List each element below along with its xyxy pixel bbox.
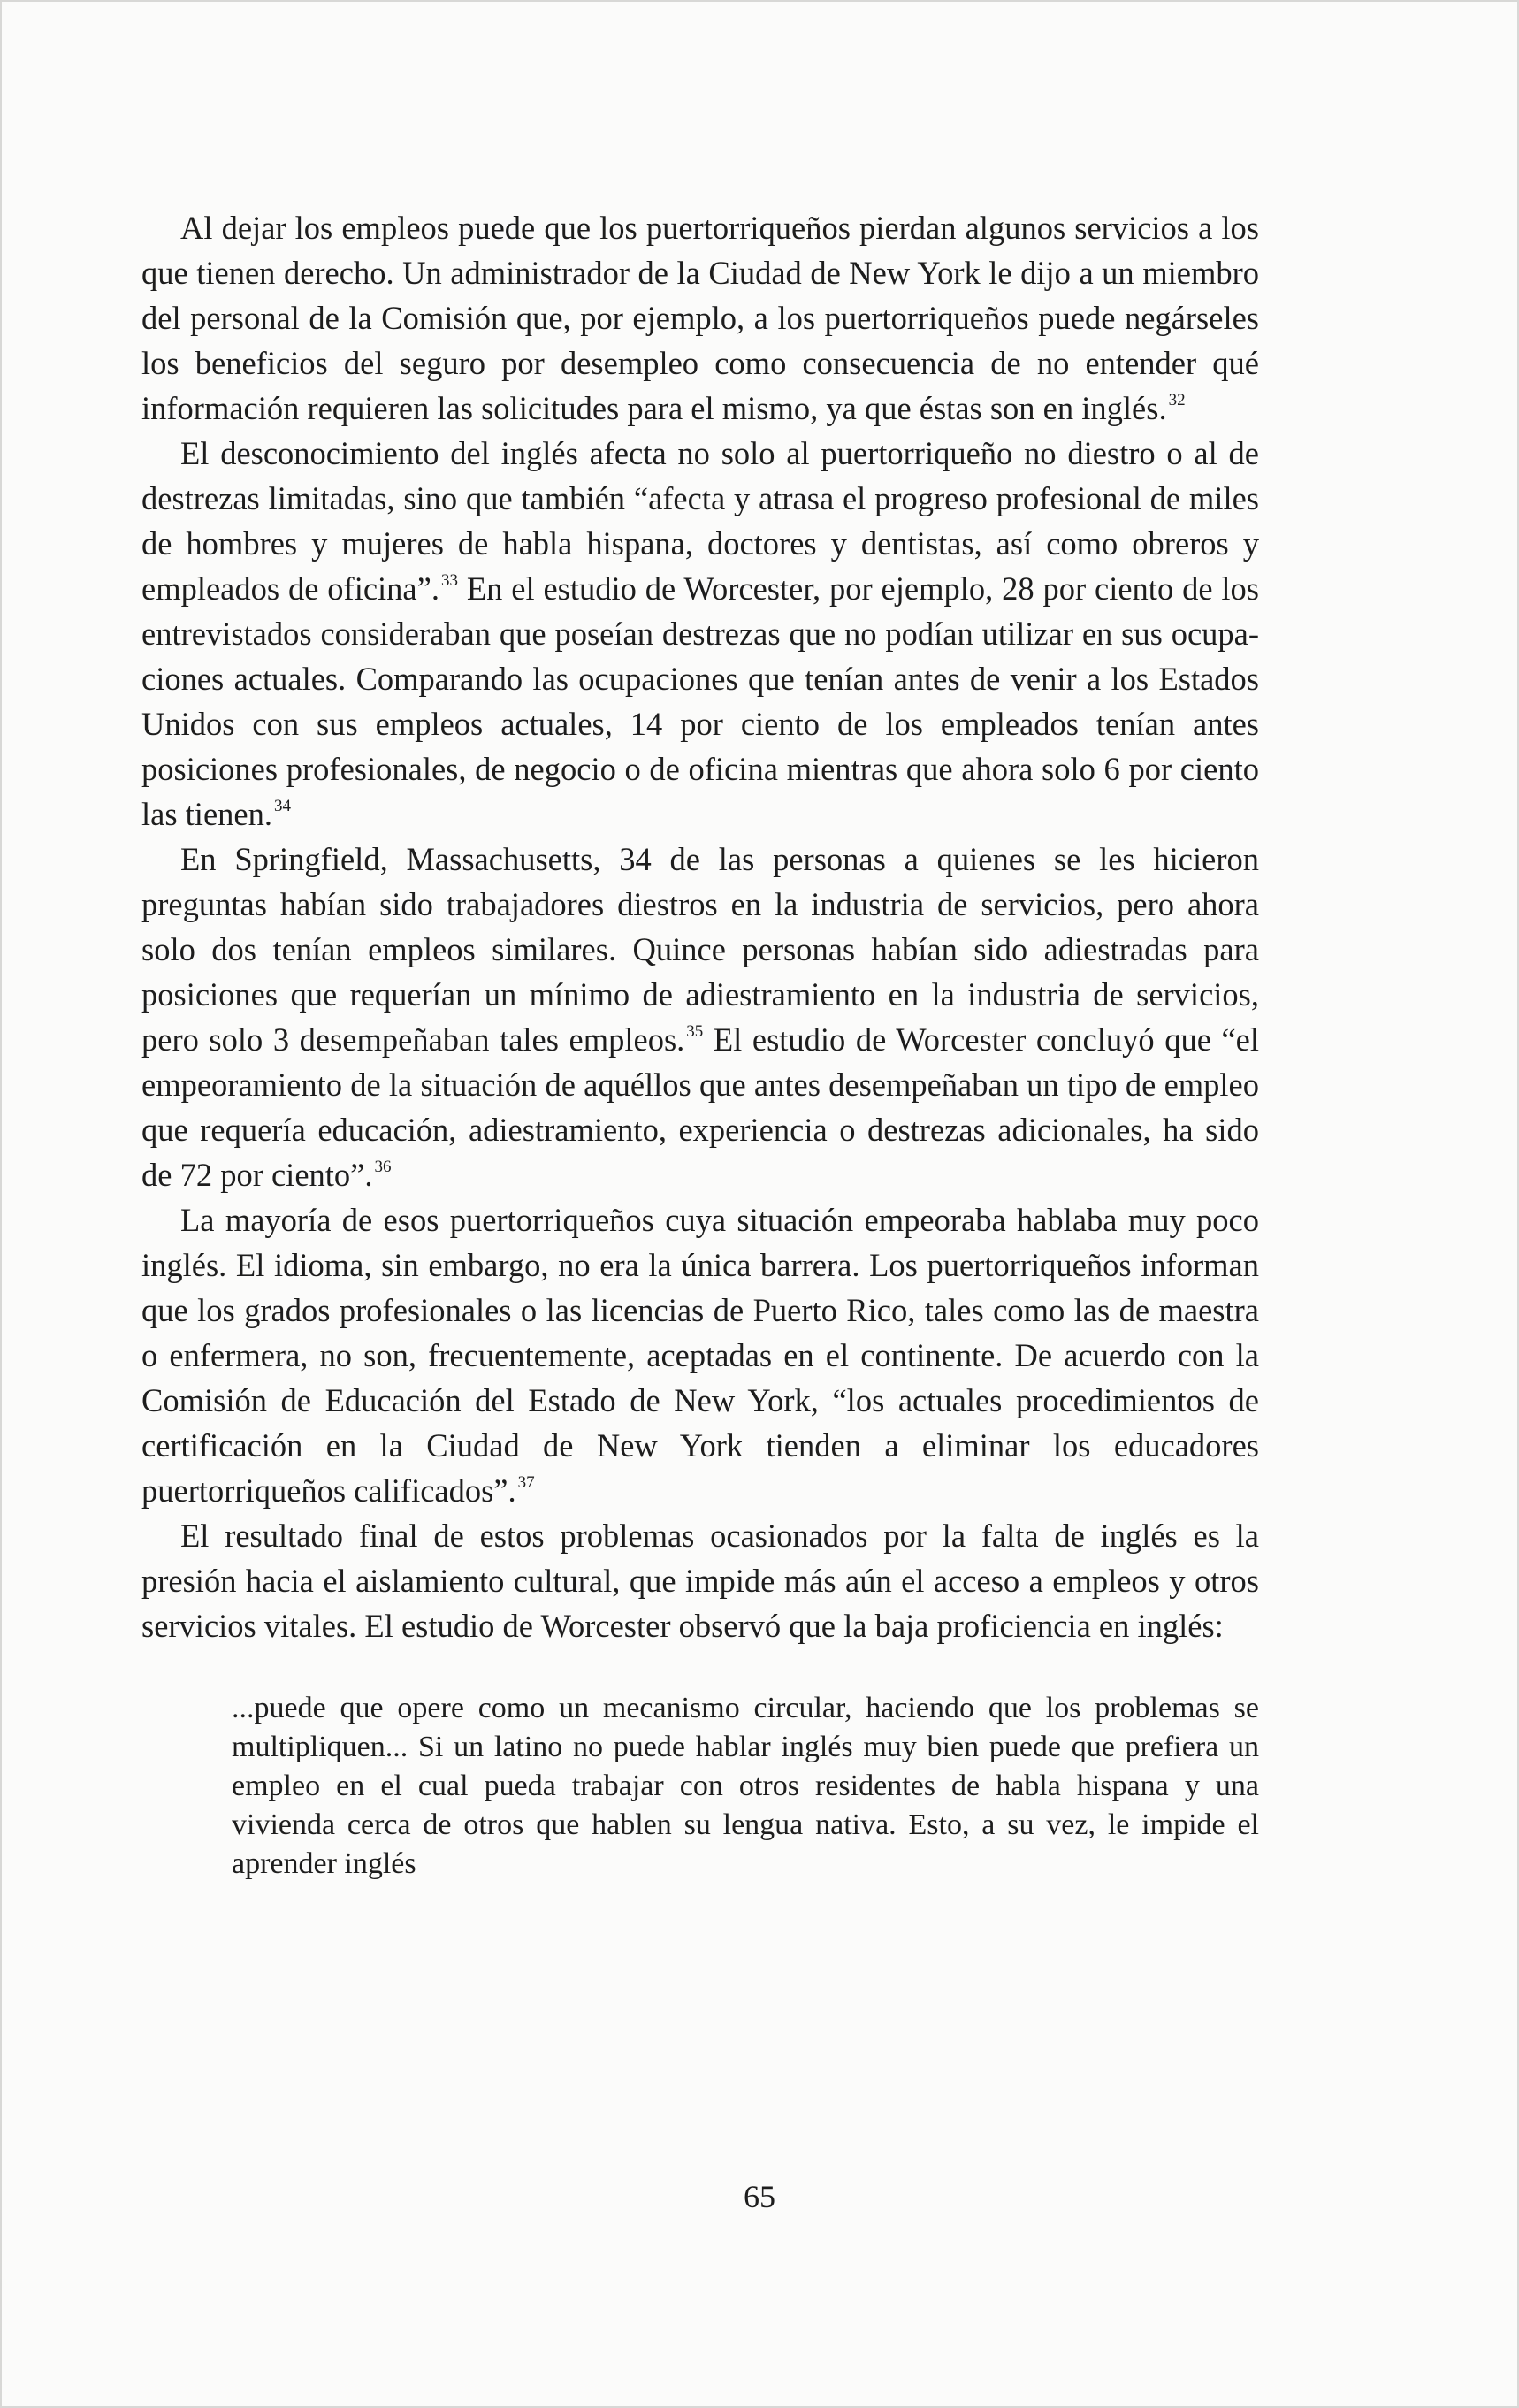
- page-number: 65: [744, 2179, 775, 2214]
- paragraph-1-text: Al dejar los empleos puede que los puertorriqueños pierdan algunos servicios a los que tienen derecho. Un administrador de la Ciudad de New York le dijo a un miembro del personal de la Comisión que, por ejemplo, a los puertorriqueños puede negárseles los beneficios del seguro por desempleo como consecuencia de no entender qué información requieren las solicitudes para el mismo, ya que éstas son en inglés.: [141, 210, 1259, 426]
- footnote-ref-37: 37: [517, 1473, 535, 1492]
- footnote-ref-36: 36: [374, 1158, 392, 1176]
- footnote-ref-32: 32: [1168, 391, 1186, 409]
- block-quote: ...puede que opere como un mecanismo circular, haciendo que los problemas se multipliquen... Si un latino no puede hablar inglés muy bien puede que prefiera un empleo en el cual pueda trabajar con otros residentes de habla hispana y una vivienda cerca de otros que hablen su lengua nativa. Esto, a su vez, le impide el aprender inglés: [232, 1692, 1259, 1880]
- paragraph-2-text: El desconocimiento del inglés afecta no solo al puertorriqueño no diestro o al de destrezas limitadas, sino que también “afecta y atrasa el progreso profesional de miles de hombres y mujeres de habla hispana, doctores y dentistas, así como obreros y empleados de oficina”.: [141, 435, 1259, 607]
- paragraph-4: [141, 1197, 1259, 1513]
- paragraph-3-text: En Springfield, Massachusetts, 34 de las personas a quienes se les hicieron preguntas habían sido trabajadores diestros en la industria de servicios, pero ahora solo dos tenían empleos similares. Quince personas habían sido adiestradas para posiciones que requerían un mínimo de adiestramiento en la industria de servicios, pero solo 3 desempeñaban tales empleos.: [141, 841, 1259, 1058]
- paragraph-2: [141, 431, 1259, 837]
- paragraph-5-text: El resultado final de estos problemas ocasionados por la falta de inglés es la presión hacia el aislamiento cultural, que impide más aún el acceso a empleos y otros servicios vitales. El estudio de Worcester observó que la baja proficiencia en inglés:: [141, 1517, 1259, 1644]
- paragraph-1: [141, 205, 1259, 431]
- body-text: [141, 205, 1259, 1884]
- footnote-ref-33: 33: [440, 571, 458, 590]
- paragraph-4-text: La mayoría de esos puertorriqueños cuya situación empeoraba hablaba muy poco inglés. El idioma, sin embargo, no era la única barrera. Los puertorriqueños informan que los grados profesionales o las licencias de Puerto Rico, tales como las de maestra o enfermera, no son, frecuentemente, aceptadas en el continente. De acuerdo con la Comisión de Educación del Estado de New York, “los actuales procedimientos de certificación en la Ciudad de New York tienden a eliminar los educadores puertorriqueños calificados”.: [141, 1202, 1259, 1509]
- footnote-ref-34: 34: [273, 797, 291, 815]
- paragraph-3: [141, 837, 1259, 1197]
- paragraph-5: [141, 1513, 1259, 1648]
- footnote-ref-35: 35: [686, 1022, 704, 1041]
- paragraph-2-text-continued: En el estudio de Worcester, por ejemplo, 28 por ciento de los entrevistados consideraban que poseían destrezas que no podían utilizar en sus ocupaciones actuales. Comparando las ocupaciones que tenían antes de venir a los Estados Unidos con sus empleos actuales, 14 por ciento de los empleados tenían antes posiciones profesionales, de negocio o de oficina mientras que ahora solo 6 por ciento las tienen.: [141, 570, 1259, 832]
- paragraph-3-text-continued: El estudio de Worcester concluyó que “el empeoramiento de la situación de aquéllos que antes desempeñaban un tipo de empleo que requería educación, adiestramiento, experiencia o destrezas adicionales, ha sido de 72 por ciento”.: [141, 1021, 1260, 1193]
